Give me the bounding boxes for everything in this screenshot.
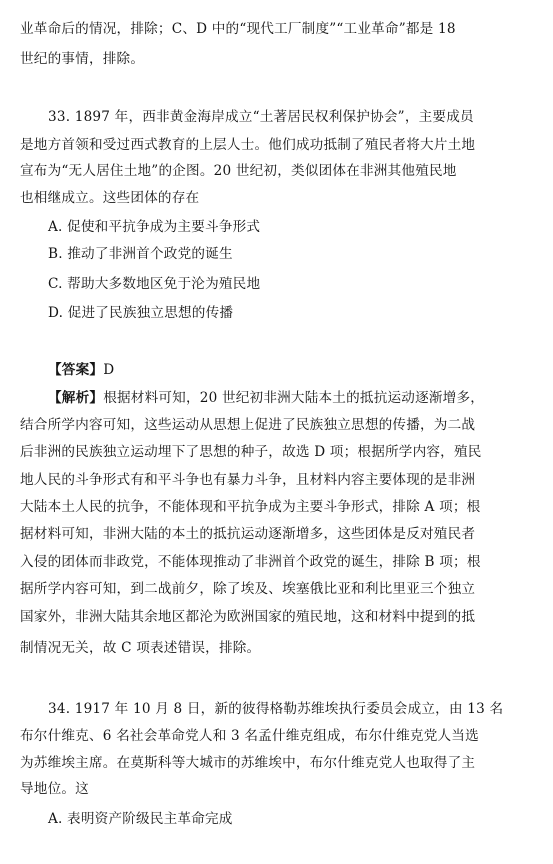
- q33-option-c: C. 帮助大多数地区免于沦为殖民地: [48, 276, 261, 292]
- q33-analysis-line-5: 大陆本土人民的抗争，不能体现和平抗争成为主要斗争形式，排除 A 项；根: [20, 499, 481, 515]
- q33-analysis-line-2: 结合所学内容可知，这些运动从思想上促进了民族独立思想的传播，为二战: [20, 417, 476, 433]
- q33-stem-line-2: 是地方首领和受过西式教育的上层人士。他们成功抵制了殖民者将大片土地: [20, 137, 476, 153]
- q33-option-a: A. 促使和平抗争成为主要斗争形式: [48, 219, 261, 235]
- q33-option-b: B. 推动了非洲首个政党的诞生: [48, 246, 233, 262]
- prev-analysis-line-2: 世纪的事情，排除。: [20, 51, 145, 67]
- q33-analysis-line-7: 入侵的团体而非政党，不能体现推动了非洲首个政党的诞生，排除 B 项；根: [20, 554, 481, 570]
- q33-stem-line-3: 宣布为“无人居住土地”的企图。20 世纪初，类似团体在非洲其他殖民地: [20, 163, 457, 179]
- q33-analysis-line-8: 据所学内容可知，到二战前夕，除了埃及、埃塞俄比亚和利比里亚三个独立: [20, 581, 476, 597]
- q33-answer: [48, 361, 533, 379]
- q33-analysis-line-9: 国家外，非洲大陆其余地区都沦为欧洲国家的殖民地，这和材料中提到的抵: [20, 609, 476, 625]
- prev-analysis-line-1: 业革命后的情况，排除；C、D 中的“现代工厂制度”“工业革命”都是 18: [20, 21, 456, 37]
- analysis-first-text: 根据材料可知，20 世纪初非洲大陆本土的抵抗运动逐渐增多，: [103, 390, 485, 406]
- q34-stem-line-2: 布尔什维克、6 名社会革命党人和 3 名孟什维克组成，布尔什维克党人当选: [20, 728, 479, 744]
- q33-analysis-line-6: 据材料可知，非洲大陆的本土的抵抗运动逐渐增多，这些团体是反对殖民者: [20, 526, 476, 542]
- answer-value: D: [103, 362, 115, 378]
- q33-stem-line-4: 也相继成立。这些团体的存在: [20, 190, 200, 206]
- q34-option-a: A. 表明资产阶级民主革命完成: [48, 811, 233, 827]
- q33-analysis-line-4: 地人民的斗争形式有和平斗争也有暴力斗争，且材料内容主要体现的是非洲: [20, 472, 476, 488]
- q33-analysis-line-1: [48, 389, 533, 407]
- q34-stem-line-3: 为苏维埃主席。在莫斯科等大城市的苏维埃中，布尔什维克党人也取得了主: [20, 755, 476, 771]
- q34-stem-line-1: 34. 1917 年 10 月 8 日，新的彼得格勒苏维埃执行委员会成立，由 13 名: [48, 701, 504, 717]
- q33-option-d: D. 促进了民族独立思想的传播: [48, 305, 234, 321]
- q34-stem-line-4: 导地位。这: [20, 781, 89, 797]
- q33-analysis-line-3: 后非洲的民族独立运动埋下了思想的种子，故选 D 项；根据所学内容，殖民: [20, 444, 482, 460]
- analysis-tag: 【解析】: [48, 390, 104, 406]
- q33-stem-line-1: 33. 1897 年，西非黄金海岸成立“土著居民权利保护协会”，主要成员: [48, 109, 474, 125]
- q33-analysis-line-10: 制情况无关，故 C 项表述错误，排除。: [20, 640, 261, 656]
- answer-tag: 【答案】: [48, 362, 104, 378]
